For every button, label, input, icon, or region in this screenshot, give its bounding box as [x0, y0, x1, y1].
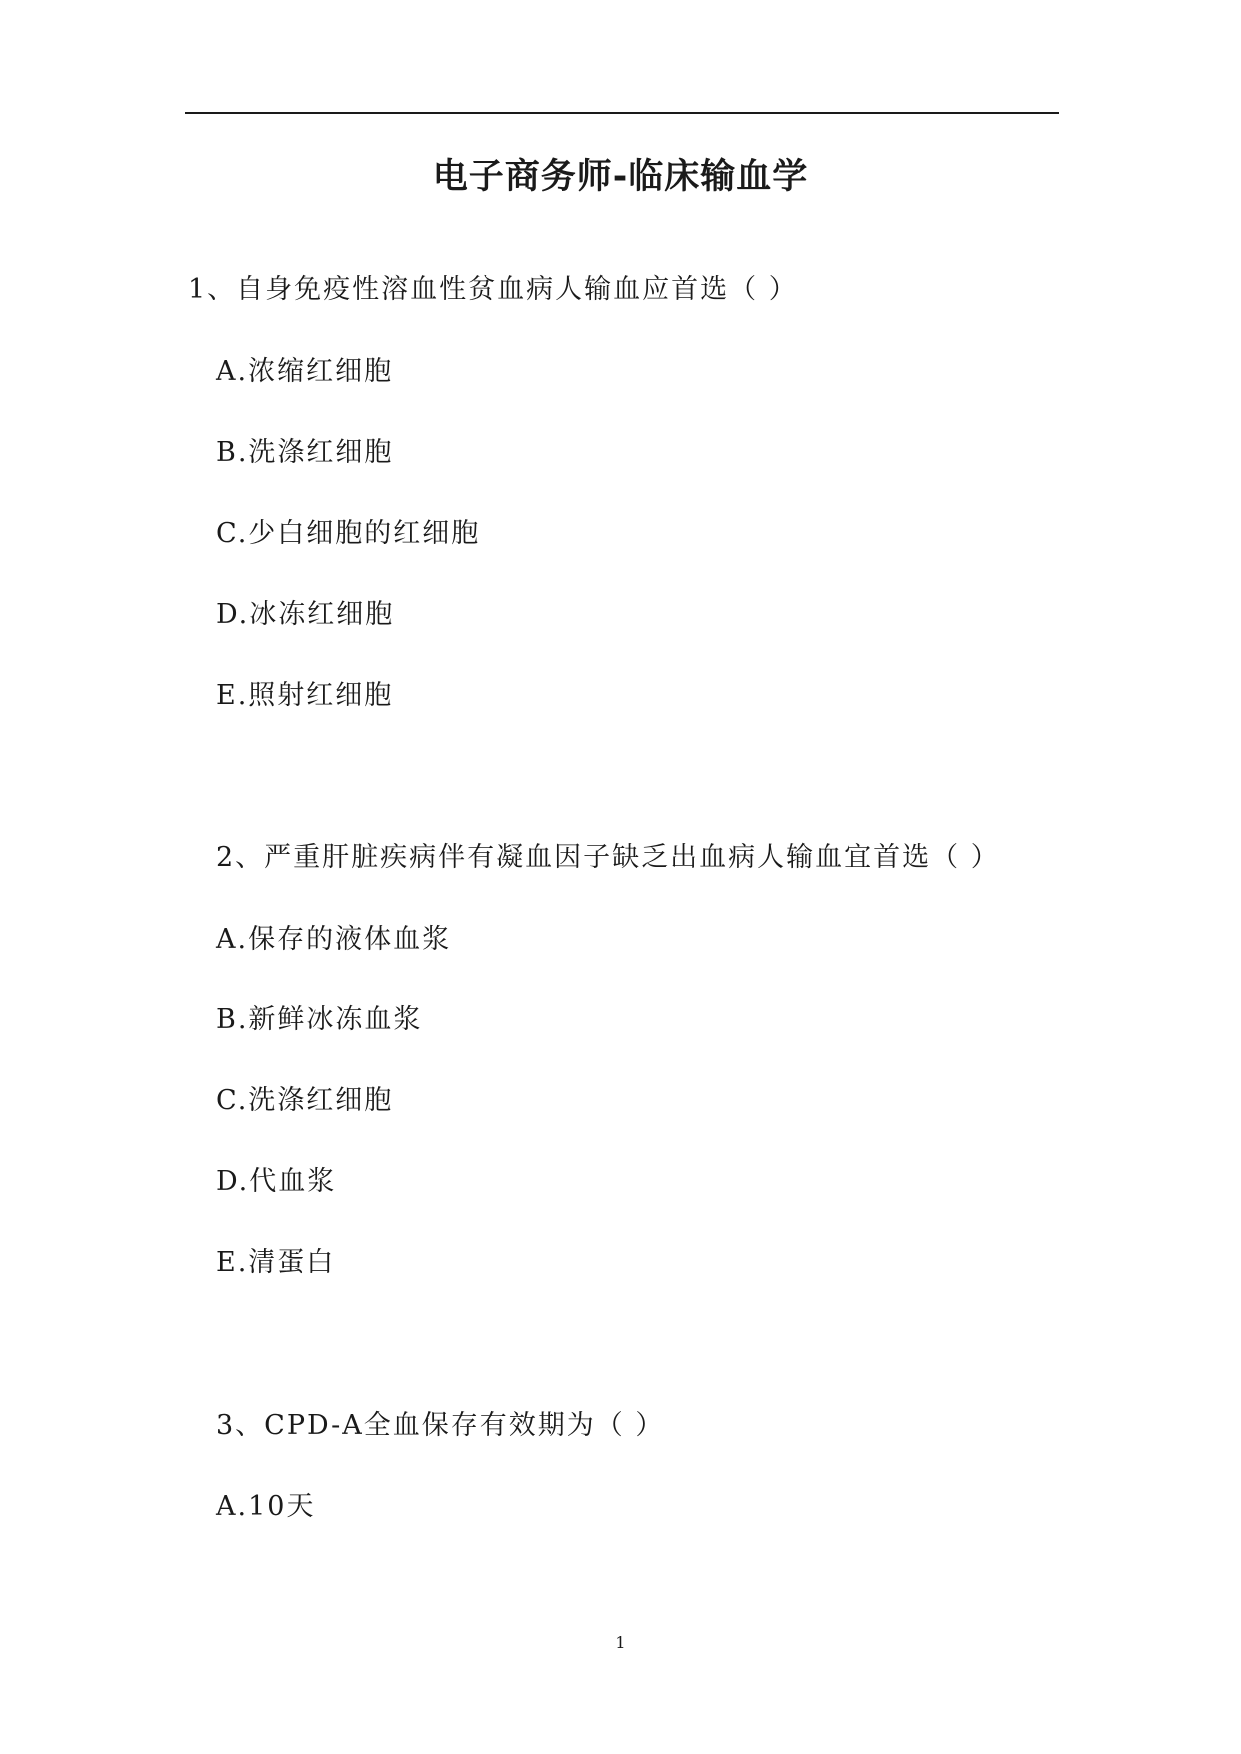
option-e: E.清蛋白 [216, 1247, 336, 1278]
option-e: E.照射红细胞 [216, 680, 394, 711]
page-number: 1 [615, 1633, 626, 1652]
option-b: B.洗涤红细胞 [216, 437, 394, 468]
question-stem: 1、自身免疫性溶血性贫血病人输血应首选（ ） [188, 274, 798, 305]
option-a: A.保存的液体血浆 [216, 924, 452, 955]
header-rule [185, 112, 1059, 114]
option-d: D.冰冻红细胞 [216, 599, 395, 630]
option-b: B.新鲜冰冻血浆 [216, 1004, 423, 1035]
question-stem: 3、CPD-A全血保存有效期为（ ） [216, 1410, 665, 1441]
option-d: D.代血浆 [216, 1166, 337, 1197]
question-stem: 2、严重肝脏疾病伴有凝血因子缺乏出血病人输血宜首选（ ） [216, 842, 1000, 873]
option-c: C.少白细胞的红细胞 [216, 518, 481, 549]
document-title: 电子商务师-临床输血学 [432, 157, 809, 197]
option-c: C.洗涤红细胞 [216, 1085, 394, 1116]
option-a: A.10天 [216, 1491, 316, 1522]
option-a: A.浓缩红细胞 [216, 356, 394, 387]
